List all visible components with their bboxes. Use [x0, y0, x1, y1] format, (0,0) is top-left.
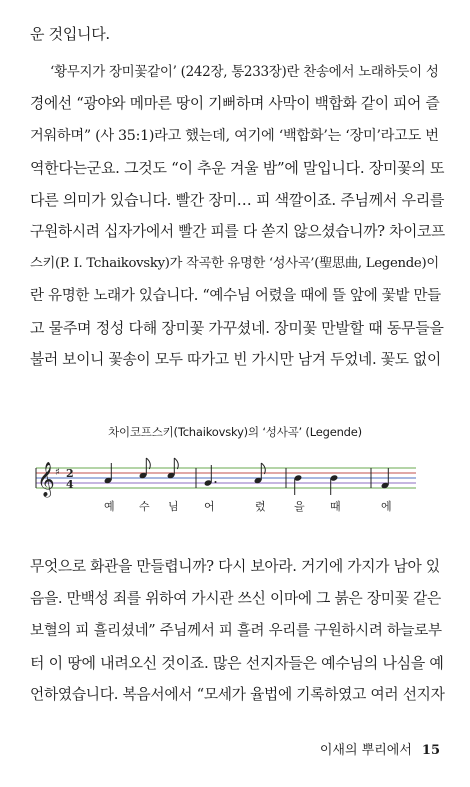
- body-line-9: 란 유명한 노래가 있습니다. “예수님 어렸을 때에 뜰 앞에 꽃밭 만들: [30, 288, 441, 304]
- page-footer: [0, 742, 440, 760]
- page-number: 15: [421, 743, 440, 758]
- staff-lines: [36, 468, 416, 488]
- body-line-6: 다른 의미가 있습니다. 빨간 장미… 피 색깔이죠. 주님께서 우리를: [30, 191, 445, 209]
- body-line-2: ‘황무지가 장미꽃같이’ (242장, 통233장)란 찬송에서 노래하듯이 성: [50, 64, 439, 80]
- time-signature-bottom: 4: [66, 478, 74, 491]
- lyric-syllable: 어: [204, 500, 215, 513]
- time-signature-top: 2: [66, 467, 74, 480]
- lyric-syllable: 수: [139, 500, 150, 513]
- body-line-10: 고 물주며 정성 다해 장미꽃 가꾸셨네. 장미꽃 만발할 때 동무들을: [30, 319, 444, 337]
- lyrics: [104, 499, 392, 513]
- body-line-7: 구원하시려 십자가에서 빨간 피를 다 쏟지 않으셨습니까? 차이코프: [30, 223, 445, 240]
- key-signature: ♯: [55, 467, 60, 478]
- note-5: [254, 463, 266, 484]
- note-8: [381, 468, 390, 489]
- note-6: [294, 474, 303, 495]
- music-score: [28, 446, 442, 516]
- body-line-14: 보혈의 피 흘리셨네” 주님께서 피 흘려 우리를 구원하시려 하늘로부: [30, 623, 442, 639]
- lyric-syllable: 을: [294, 500, 305, 513]
- body-line-11: 불러 보이니 꽃송이 모두 따가고 빈 가시만 남겨 두었네. 꽃도 없이: [30, 351, 441, 368]
- note-1: [104, 463, 113, 484]
- body-line-12: 무엇으로 화관을 만들렵니까? 다시 보아라. 거기에 가지가 남아 있: [30, 558, 440, 575]
- running-title: 이새의 뿌리에서: [319, 743, 412, 758]
- body-line-13: 음을. 만백성 죄를 위하여 가시관 쓰신 이마에 그 붉은 장미꽃 같은: [30, 590, 441, 607]
- lyric-syllable: 에: [381, 500, 392, 513]
- note-3: [167, 458, 179, 479]
- lyric-syllable: 때: [330, 500, 341, 513]
- lyric-syllable: 예: [104, 500, 115, 513]
- body-line-1: 운 것입니다.: [30, 25, 110, 43]
- lyric-syllable: 님: [168, 500, 179, 513]
- treble-clef-icon: 𝄞: [37, 462, 55, 497]
- body-line-16: 언하였습니다. 복음서에서 “모세가 율법에 기록하였고 여러 선지자: [30, 686, 445, 703]
- body-line-5: 역한다는군요. 그것도 “이 추운 겨울 밤”에 말입니다. 장미꽃의 또: [30, 159, 445, 177]
- body-line-15: 터 이 땅에 내려오신 것이죠. 많은 선지자들은 예수님의 나심을 예: [30, 654, 444, 672]
- body-line-4: 거워하며” (사 35:1)라고 했는데, 여기에 ‘백합화’는 ‘장미’라고도 번: [30, 128, 439, 144]
- note-7: [330, 474, 339, 495]
- lyric-syllable: 렸: [255, 500, 266, 513]
- body-line-8: 스키(P. I. Tchaikovsky)가 작곡한 유명한 ‘성사곡’(聖思曲, Legende)이: [30, 256, 439, 271]
- body-line-3: 경에선 “광야와 메마른 땅이 기뻐하며 사막이 백합화 같이 피어 즐: [30, 95, 440, 112]
- note-2: [139, 458, 151, 479]
- score-caption: 차이코프스키(Tchaikovsky)의 ‘성사곡’ (Legende): [108, 425, 362, 439]
